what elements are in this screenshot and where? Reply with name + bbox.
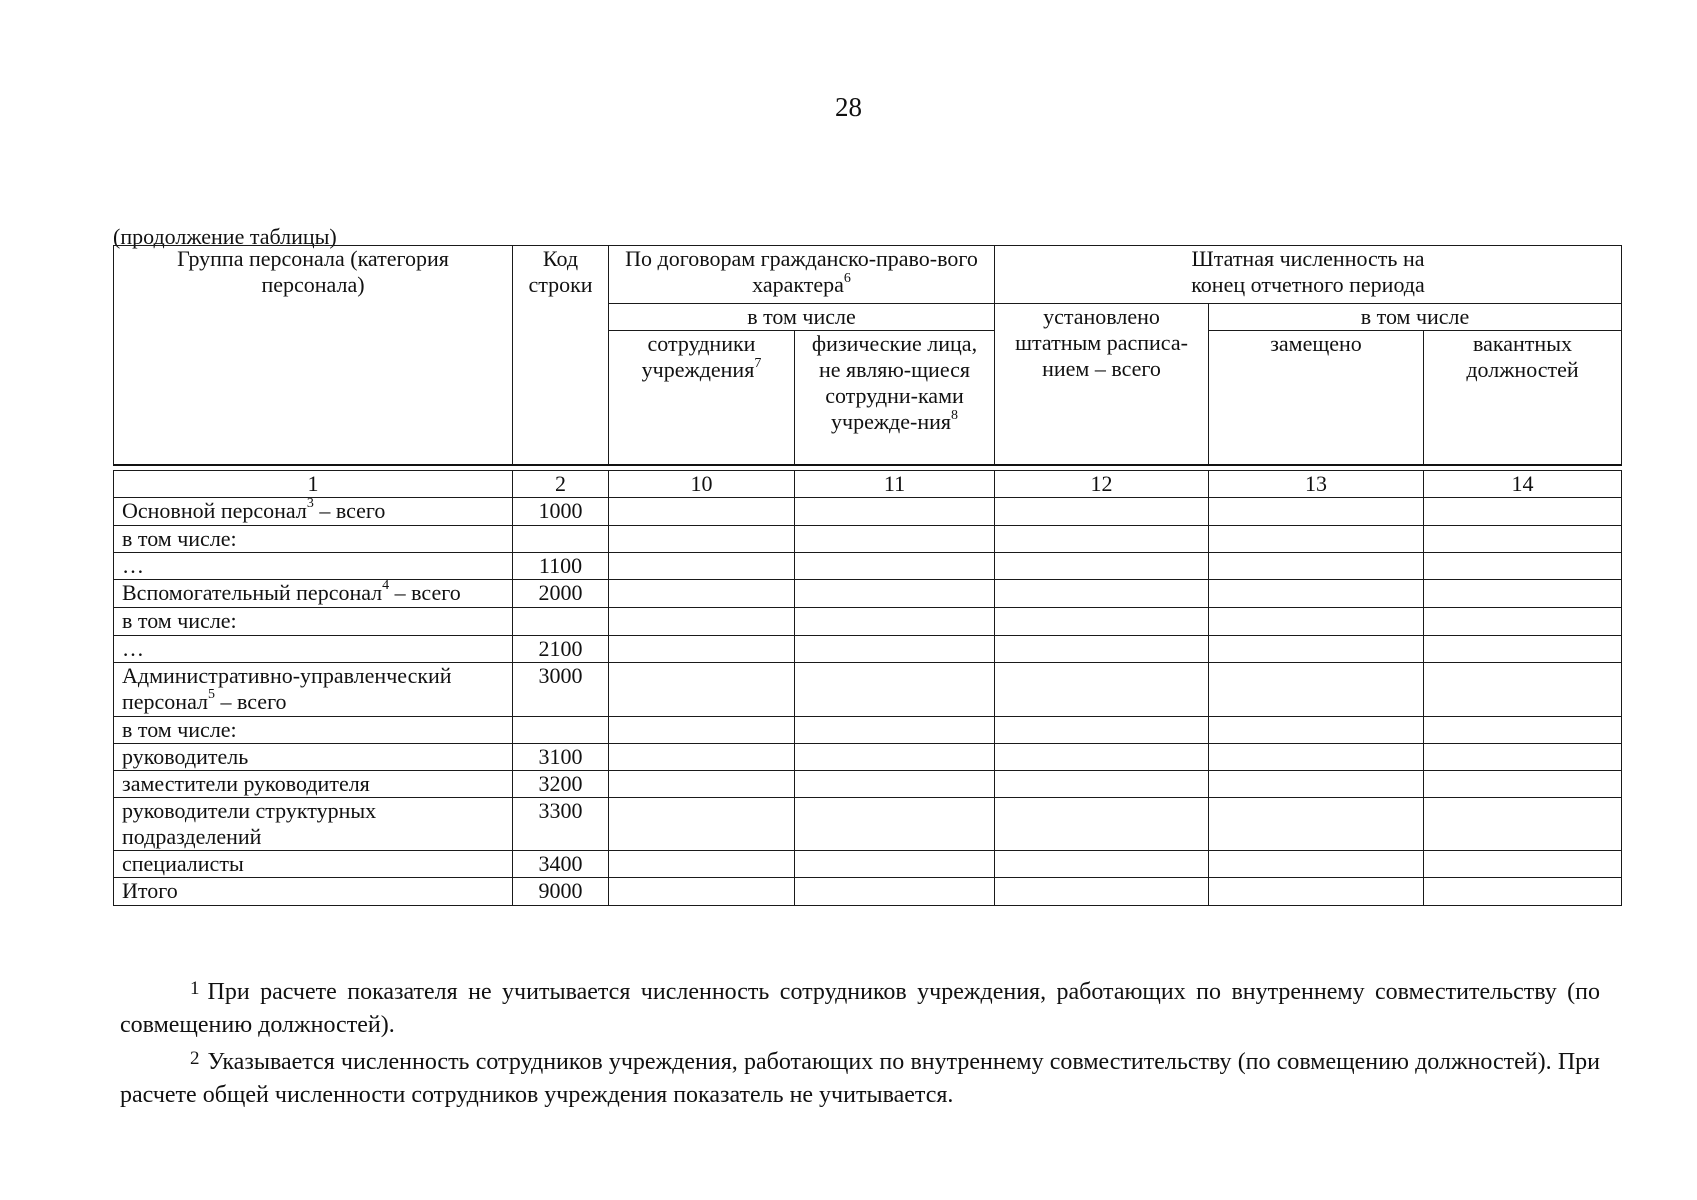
table-row [114, 716, 1622, 743]
table-row [114, 552, 1622, 579]
row-code: 1000 [513, 497, 609, 525]
value-cell [795, 552, 995, 579]
row-label: в том числе: [114, 716, 513, 743]
column-number: 10 [609, 470, 795, 497]
footnote-2: $^2$ Указывается численность сотрудников учреждения, работающих по внутреннему совместительству (по совмещению должностей). При расчете общей численности сотрудников учреждения показатель не учитывается. [120, 1048, 1600, 1108]
row-code [513, 607, 609, 635]
value-cell [1424, 607, 1622, 635]
footnote-ref-7: 7 [754, 355, 762, 371]
page-number: 28 [835, 92, 862, 122]
column-number: 2 [513, 470, 609, 497]
value-cell [795, 607, 995, 635]
row-label: Основной персонал$^3$ – всего [114, 497, 513, 525]
table-row [114, 797, 1622, 850]
value-cell [795, 770, 995, 797]
row-code: 3400 [513, 850, 609, 877]
value-cell [795, 850, 995, 877]
value-cell [609, 850, 795, 877]
value-cell [1209, 743, 1424, 770]
table-row [114, 850, 1622, 877]
row-label: Административно-управленческий персонал$^5$ – всего [114, 662, 513, 716]
table-row [114, 525, 1622, 552]
table-row [114, 607, 1622, 635]
row-code: 1100 [513, 552, 609, 579]
row-label: Вспомогательный персонал$^4$ – всего [114, 579, 513, 607]
row-code: 3000 [513, 662, 609, 716]
value-cell [1209, 716, 1424, 743]
value-cell [609, 525, 795, 552]
value-cell [995, 662, 1209, 716]
header-group: Группа персонала (категория персонала) [114, 246, 513, 465]
value-cell [1424, 552, 1622, 579]
value-cell [609, 607, 795, 635]
value-cell [609, 797, 795, 850]
header-established: установлено штатным расписа-нием – всего [995, 304, 1209, 465]
column-number: 1 [114, 470, 513, 497]
table-row [114, 579, 1622, 607]
header-code: Код строки [513, 246, 609, 465]
value-cell [1209, 552, 1424, 579]
table-row [114, 770, 1622, 797]
value-cell [1424, 662, 1622, 716]
value-cell [1424, 635, 1622, 662]
value-cell [609, 877, 795, 905]
column-number: 14 [1424, 470, 1622, 497]
row-code: 9000 [513, 877, 609, 905]
value-cell [1209, 635, 1424, 662]
value-cell [1424, 850, 1622, 877]
row-label: Итого [114, 877, 513, 905]
row-code: 3200 [513, 770, 609, 797]
value-cell [995, 877, 1209, 905]
table-continuation-caption: (продолжение таблицы) [113, 224, 337, 249]
table-header [113, 245, 1622, 466]
value-cell [995, 525, 1209, 552]
value-cell [1424, 770, 1622, 797]
column-numbers-row [114, 470, 1622, 497]
row-label: в том числе: [114, 607, 513, 635]
value-cell [995, 716, 1209, 743]
value-cell [795, 662, 995, 716]
value-cell [995, 497, 1209, 525]
table-row [114, 743, 1622, 770]
value-cell [795, 743, 995, 770]
value-cell [1424, 525, 1622, 552]
value-cell [1424, 579, 1622, 607]
value-cell [609, 770, 795, 797]
value-cell [795, 635, 995, 662]
value-cell [609, 497, 795, 525]
row-code: 2100 [513, 635, 609, 662]
column-number: 12 [995, 470, 1209, 497]
header-filled: замещено [1209, 331, 1424, 465]
value-cell [795, 497, 995, 525]
value-cell [609, 662, 795, 716]
value-cell [795, 579, 995, 607]
footnote-ref: 4 [382, 578, 390, 594]
row-code: 3100 [513, 743, 609, 770]
value-cell [995, 850, 1209, 877]
column-number: 13 [1209, 470, 1424, 497]
value-cell [1209, 607, 1424, 635]
value-cell [795, 797, 995, 850]
value-cell [1209, 770, 1424, 797]
value-cell [609, 635, 795, 662]
table-body [113, 470, 1622, 906]
header-incl-gph: в том числе [609, 304, 995, 331]
row-code [513, 716, 609, 743]
value-cell [1424, 716, 1622, 743]
row-code: 2000 [513, 579, 609, 607]
value-cell [1209, 877, 1424, 905]
value-cell [1209, 850, 1424, 877]
row-label: руководитель [114, 743, 513, 770]
value-cell [1209, 497, 1424, 525]
value-cell [795, 525, 995, 552]
value-cell [995, 770, 1209, 797]
footnote-ref: 5 [208, 687, 216, 703]
staff-table [113, 245, 1621, 906]
row-label: … [114, 635, 513, 662]
value-cell [1209, 662, 1424, 716]
value-cell [995, 579, 1209, 607]
header-individuals: физические лица, не являю-щиеся сотрудни-ками учрежде-ния$^8$ [795, 331, 995, 465]
row-code [513, 525, 609, 552]
footnote-1: $^1$ При расчете показателя не учитывается численность сотрудников учреждения, работающих по внутреннему совместительству (по совмещению должностей). [120, 978, 1600, 1038]
value-cell [1424, 497, 1622, 525]
column-number: 11 [795, 470, 995, 497]
value-cell [609, 552, 795, 579]
value-cell [1209, 797, 1424, 850]
row-code: 3300 [513, 797, 609, 850]
value-cell [995, 635, 1209, 662]
value-cell [1209, 579, 1424, 607]
value-cell [1209, 525, 1424, 552]
value-cell [795, 877, 995, 905]
row-label: … [114, 552, 513, 579]
header-employees: сотрудники учреждения$^7$ [609, 331, 795, 465]
value-cell [1424, 877, 1622, 905]
header-incl-staff: в том числе [1209, 304, 1622, 331]
value-cell [995, 552, 1209, 579]
value-cell [609, 743, 795, 770]
value-cell [995, 743, 1209, 770]
row-label: заместители руководителя [114, 770, 513, 797]
footnote-ref-6: 6 [843, 270, 851, 286]
value-cell [1424, 743, 1622, 770]
footnote-ref: 3 [306, 496, 314, 512]
row-label: руководители структурных подразделений [114, 797, 513, 850]
value-cell [995, 797, 1209, 850]
value-cell [609, 579, 795, 607]
footnotes [120, 972, 1600, 1112]
header-gph: По договорам гражданско-право-вого характера$^6$ [609, 246, 995, 304]
table-row [114, 877, 1622, 905]
header-vacant: вакантных должностей [1424, 331, 1622, 465]
header-staff: Штатная численность на конец отчетного периода [995, 246, 1622, 304]
value-cell [995, 607, 1209, 635]
value-cell [1424, 797, 1622, 850]
table-row [114, 497, 1622, 525]
value-cell [795, 716, 995, 743]
table-row [114, 635, 1622, 662]
footnote-ref-8: 8 [950, 407, 958, 423]
table-row [114, 662, 1622, 716]
row-label: в том числе: [114, 525, 513, 552]
row-label: специалисты [114, 850, 513, 877]
value-cell [609, 716, 795, 743]
